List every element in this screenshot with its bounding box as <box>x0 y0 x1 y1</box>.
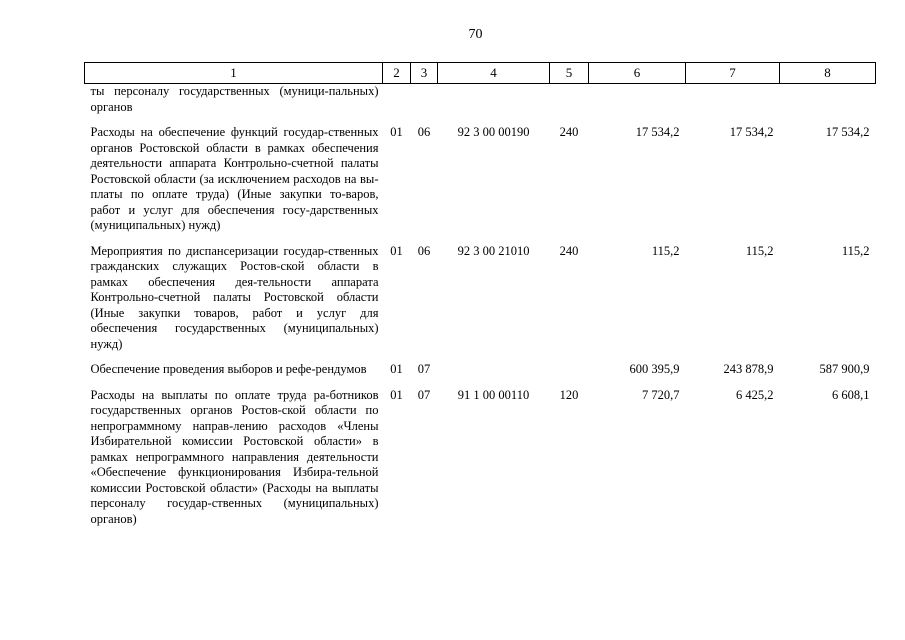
row-target-article <box>438 84 550 116</box>
row-expense-type <box>550 362 589 378</box>
row-subsection: 06 <box>417 243 431 258</box>
row-subsection <box>411 84 438 116</box>
row-amount-3: 115,2 <box>841 243 870 258</box>
row-amount-1: 600 395,9 <box>629 362 680 376</box>
row-target-article: 92 3 00 21010 <box>457 243 530 258</box>
row-spacer <box>85 378 876 388</box>
header-col-8: 8 <box>780 63 876 84</box>
header-col-7: 7 <box>686 63 780 84</box>
row-expense-type: 240 <box>559 243 579 258</box>
row-description: Расходы на выплаты по оплате труда ра-ботников государственных органов Ростов-ской области по непрограммному направ-лению расходов «Члены Избирательной комиссии Ростовской области» в рамках непрограммного направления деятельности «Обеспечение функционирования Избира-тельной комиссии Ростовской области» (Расходы на выплаты персоналу государ-ственных (муниципальных) органов) <box>90 387 379 526</box>
row-spacer <box>85 115 876 125</box>
row-amount-2: 6 425,2 <box>736 387 774 402</box>
row-amount-3: 6 608,1 <box>832 387 870 402</box>
row-target-article <box>438 362 550 378</box>
row-description: ты персоналу государственных (муници-пальных) органов <box>90 84 379 114</box>
row-subsection: 07 <box>417 362 431 376</box>
row-amount-1 <box>589 84 686 116</box>
row-amount-2: 17 534,2 <box>729 125 774 139</box>
row-amount-2: 243 878,9 <box>723 362 774 376</box>
table-row <box>85 362 876 378</box>
row-spacer <box>85 352 876 362</box>
row-subsection: 06 <box>417 125 431 139</box>
header-col-3: 3 <box>411 63 438 84</box>
header-col-1: 1 <box>85 63 383 84</box>
budget-table <box>84 62 876 527</box>
row-subsection: 07 <box>417 387 431 402</box>
row-section <box>383 84 411 116</box>
row-section: 01 <box>390 362 403 376</box>
row-section: 01 <box>390 243 403 258</box>
row-expense-type <box>550 84 589 116</box>
row-amount-3 <box>780 84 876 116</box>
header-col-6: 6 <box>589 63 686 84</box>
row-amount-3: 17 534,2 <box>825 125 870 139</box>
row-expense-type: 240 <box>559 125 579 139</box>
row-amount-3: 587 900,9 <box>819 362 870 376</box>
row-amount-1: 115,2 <box>651 243 680 258</box>
table-row <box>85 244 876 353</box>
header-col-5: 5 <box>550 63 589 84</box>
row-amount-1: 17 534,2 <box>635 125 680 139</box>
row-description: Обеспечение проведения выборов и рефе-рендумов <box>90 362 367 376</box>
row-description: Мероприятия по диспансеризации государ-ственных гражданских служащих Ростов-ской области в рамках обеспечения дея-тельности аппарата Контрольно-счетной палаты Ростовской области (Иные закупки товаров, работ и услуг для обеспечения государственных (муниципальных) нужд) <box>90 243 379 351</box>
row-target-article: 91 1 00 00110 <box>457 387 530 402</box>
table-row <box>85 84 876 116</box>
page-number: 70 <box>468 27 483 42</box>
table-row <box>85 388 876 528</box>
header-col-4: 4 <box>438 63 550 84</box>
row-amount-1: 7 720,7 <box>642 387 680 402</box>
row-description: Расходы на обеспечение функций государ-ственных органов Ростовской области в рамках обеспечения деятельности аппарата Контрольно-счетной палаты Ростовской области (за исключением расходов на вы-платы по оплате труда) (Иные закупки то-варов, работ и услуг для обеспечения госу-дарственных (муниципальных) нужд) <box>90 125 379 232</box>
row-section: 01 <box>390 125 403 139</box>
row-amount-2: 115,2 <box>745 243 774 258</box>
row-spacer <box>85 234 876 244</box>
header-col-2: 2 <box>383 63 411 84</box>
table-row <box>85 125 876 234</box>
header-row <box>85 63 876 84</box>
row-amount-2 <box>686 84 780 116</box>
row-target-article: 92 3 00 00190 <box>457 125 530 139</box>
row-section: 01 <box>390 387 403 402</box>
row-expense-type: 120 <box>559 387 579 402</box>
